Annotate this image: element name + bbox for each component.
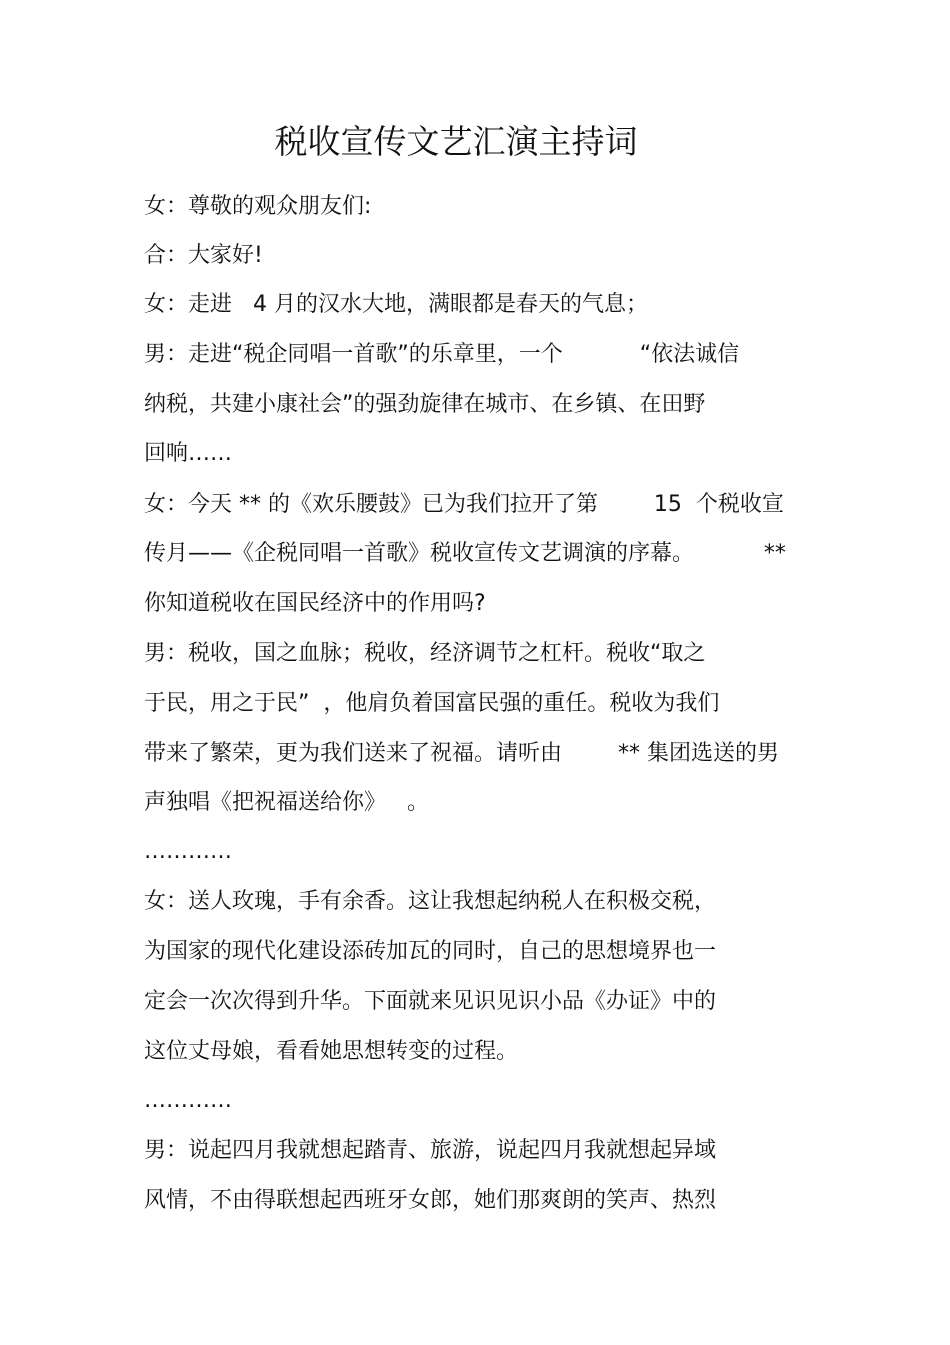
text-line: 女：今天 ** 的《欢乐腰鼓》已为我们拉开了第 15 个税收宣 (144, 492, 784, 517)
text-line: 风情，不由得联想起西班牙女郎，她们那爽朗的笑声、热烈 (144, 1188, 717, 1213)
text-line: 声独唱《把祝福送给你》 。 (144, 790, 429, 815)
text-ellipsis: ………… (144, 1088, 232, 1113)
text-line: 定会一次次得到升华。下面就来见识见识小品《办证》中的 (144, 989, 717, 1014)
text-line: 传月——《企税同唱一首歌》税收宣传文艺调演的序幕。 ** (144, 541, 786, 566)
text-line: 回响…… (144, 441, 233, 466)
text-line: 男：说起四月我就想起踏青、旅游，说起四月我就想起异域 (144, 1138, 717, 1163)
text-line: 这位丈母娘，看看她思想转变的过程。 (144, 1039, 519, 1064)
text-line: 为国家的现代化建设添砖加瓦的同时，自己的思想境界也一 (144, 939, 717, 964)
text-line: 带来了繁荣，更为我们送来了祝福。请听由 ** 集团选送的男 (144, 741, 779, 766)
text-ellipsis: ………… (144, 839, 232, 864)
text-line: 男：税收，国之血脉；税收，经济调节之杠杆。税收“取之 (144, 641, 706, 666)
text-line: 女：走进 4 月的汉水大地，满眼都是春天的气息； (144, 292, 648, 317)
document-title: 税收宣传文艺汇演主持词 (274, 122, 638, 161)
text-line: 你知道税收在国民经济中的作用吗? (144, 591, 486, 616)
text-line: 女：送人玫瑰，手有余香。这让我想起纳税人在积极交税， (144, 889, 717, 914)
text-line: 女：尊敬的观众朋友们: (144, 194, 372, 219)
text-line: 于民，用之于民” ，他肩负着国富民强的重任。税收为我们 (144, 691, 720, 716)
text-line: 男：走进“税企同唱一首歌”的乐章里，一个 “依法诚信 (144, 342, 740, 367)
text-line: 纳税，共建小康社会”的强劲旋律在城市、在乡镇、在田野 (144, 392, 706, 417)
text-line: 合：大家好! (144, 243, 263, 268)
